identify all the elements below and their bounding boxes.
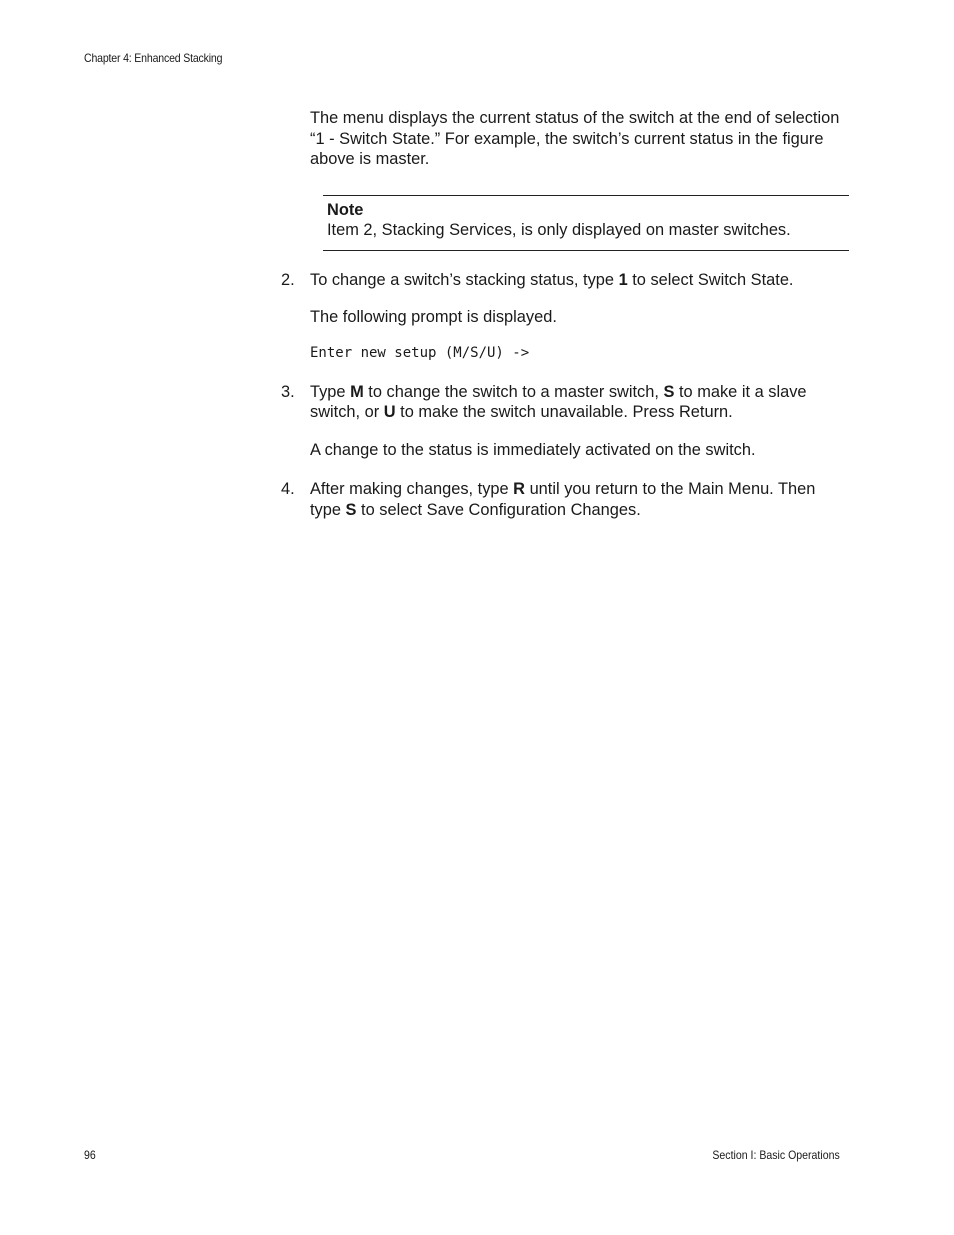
- code-prompt: Enter new setup (M/S/U) ->: [310, 344, 530, 361]
- main-content: [281, 108, 845, 520]
- page-number: 96: [84, 1148, 96, 1162]
- step-2: [281, 270, 845, 363]
- step-text: After making changes, type R until you return to the Main Menu. Then type S to select Save Configuration Changes.: [310, 480, 816, 519]
- step-number: 2.: [281, 270, 295, 289]
- step-followup: A change to the status is immediately activated on the switch.: [310, 440, 756, 459]
- step-text: To change a switch’s stacking status, type 1 to select Switch State.: [310, 270, 794, 289]
- running-header: Chapter 4: Enhanced Stacking: [84, 51, 223, 65]
- step-number: 4.: [281, 480, 295, 498]
- step-3: [281, 382, 845, 461]
- step-followup: The following prompt is displayed.: [310, 308, 557, 326]
- note-title: Note: [327, 200, 364, 219]
- section-footer: Section I: Basic Operations: [712, 1148, 840, 1162]
- step-text: Type M to change the switch to a master switch, S to make it a slave switch, or U to make the switch unavailable. Press Return.: [310, 382, 807, 421]
- step-4: [281, 479, 845, 520]
- note-text: Item 2, Stacking Services, is only displayed on master switches.: [327, 221, 791, 239]
- intro-paragraph: The menu displays the current status of the switch at the end of selection “1 - Switch State.” For example, the switch’s current status in the figure above is master.: [310, 109, 840, 168]
- note-box: [323, 195, 849, 251]
- step-number: 3.: [281, 382, 295, 401]
